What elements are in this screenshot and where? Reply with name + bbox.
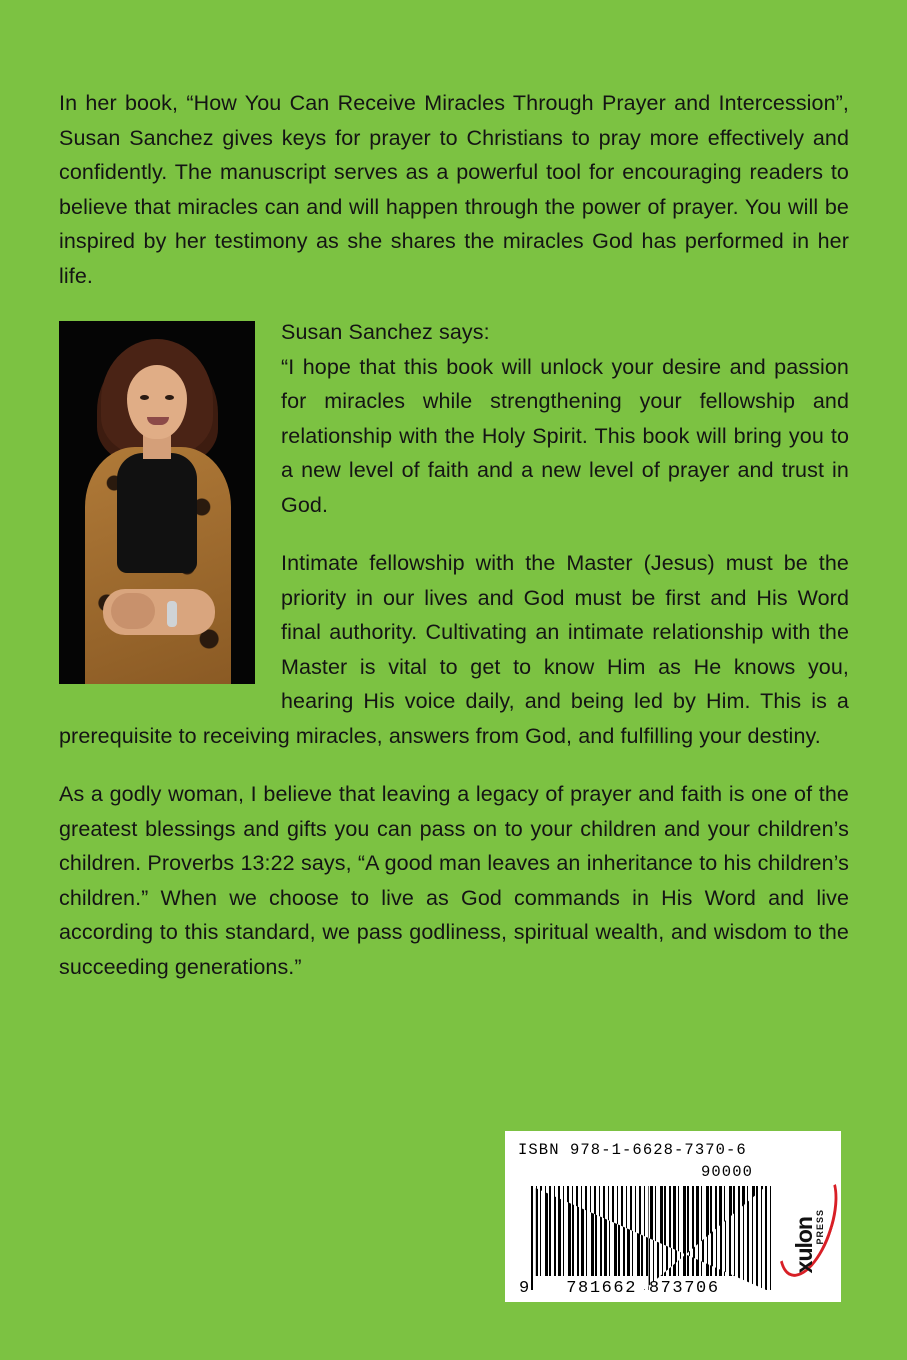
publisher-name: xulon [791,1217,817,1274]
portrait-eye-left [140,395,149,400]
author-section [59,315,849,753]
author-intro-line: Susan Sanchez says: [281,320,490,344]
ean-digits [519,1279,720,1298]
isbn-text: ISBN 978-1-6628-7370-6 [518,1141,747,1159]
quote-paragraph-2: Intimate fellowship with the Master (Jesus) must be the priority in our lives and God must be first and His Word final authority. Cultivating an intimate relationship with the Master is vital to get to know Him as He knows you, hearing His voice daily, and being led by Him. This is a prerequisite to receiving miracles, answers from God, and fulfilling your destiny. [59,551,849,748]
portrait-forearm [111,593,155,629]
intro-paragraph: In her book, “How You Can Receive Miracles Through Prayer and Intercession”, Susan Sanchez gives keys for prayer to Christians to pray more effectively and confidently. The manuscript serves as a powerful tool for encouraging readers to believe that miracles can and will happen through the power of prayer. You will be inspired by her testimony as she shares the miracles God has performed in her life. [59,91,849,288]
portrait-blouse [117,453,197,573]
portrait-eye-right [165,395,174,400]
cover-text-content [59,86,849,984]
ean-digit-group: 781662 873706 [566,1279,720,1298]
price-code-text: 90000 [701,1163,754,1181]
author-photo [59,321,255,684]
quote-paragraph-3: As a godly woman, I believe that leaving a legacy of prayer and faith is one of the greatest blessings and gifts you can pass on to your children and your children’s children. Proverbs 13:22 says, “A good man leaves an inheritance to his children’s children.” When we choose to live as God commands in His Word and live according to this standard, we pass godliness, spiritual wealth, and wisdom to the succeeding generations.” [59,782,849,979]
quote-paragraph-1: “I hope that this book will unlock your desire and passion for miracles while strengthening your fellowship and relationship with the Holy Spirit. This book will bring you to a new level of faith and a new level of prayer and trust in God. [281,354,849,517]
portrait-mouth [147,417,169,425]
portrait-bracelet [167,601,177,627]
publisher-sub-label: PRESS [815,1209,825,1245]
portrait-face [127,365,187,439]
publisher-logo [781,1161,833,1277]
barcode-block [505,1131,841,1302]
ean-digit-leading: 9 [519,1279,531,1298]
